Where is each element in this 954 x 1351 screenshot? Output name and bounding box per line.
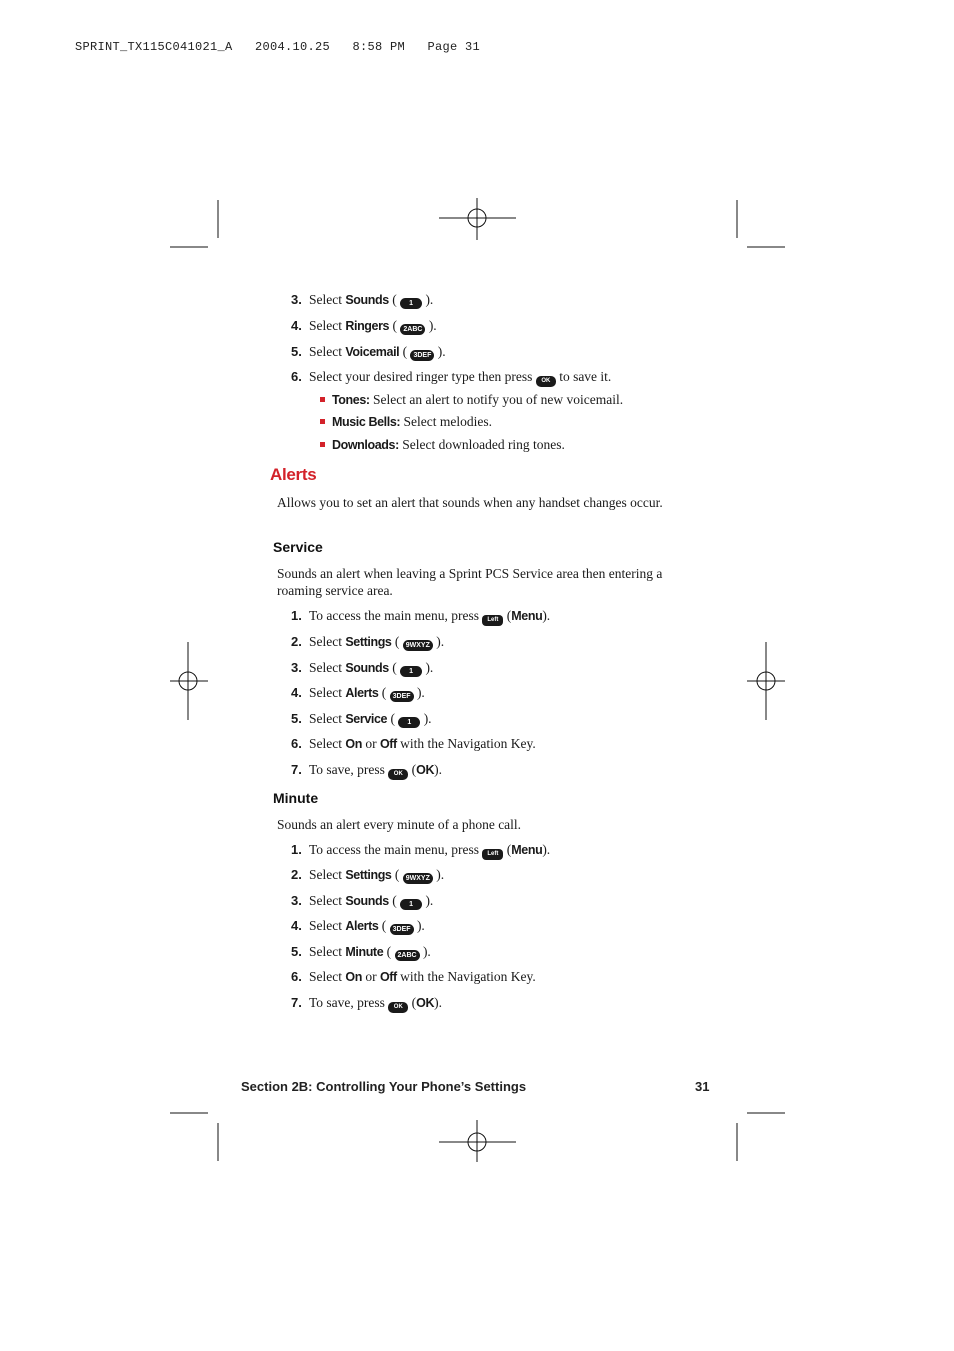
bullet-item: Music Bells: Select melodies. [320,414,492,432]
alerts-heading: Alerts [270,465,317,484]
key-3def-icon: 3DEF [390,924,414,935]
bullet-icon [320,419,325,424]
key-3def-icon: 3DEF [410,350,434,361]
left-softkey-icon: Left [482,615,503,626]
key-1-icon: 1 [400,666,422,677]
key-1-icon: 1 [400,298,422,309]
minute-heading: Minute [273,790,319,806]
key-2abc-icon: 2ABC [400,324,425,335]
bullet-item: Downloads: Select downloaded ring tones. [320,437,565,455]
service-description: Sounds an alert when leaving a Sprint PCS Service area then entering a roaming service area. [277,566,663,598]
footer-section-title: Section 2B: Controlling Your Phone’s Settings [241,1079,527,1094]
minute-description: Sounds an alert every minute of a phone call. [277,817,522,832]
ok-key-icon: OK [388,769,408,780]
key-1-icon: 1 [400,899,422,910]
page-number: 31 [695,1079,710,1094]
key-2abc-icon: 2ABC [395,950,420,961]
bullet-item: Tones: Select an alert to notify you of new voicemail. [320,392,623,410]
key-9wxyz-icon: 9WXYZ [403,873,433,884]
bullet-icon [320,397,325,402]
bullet-icon [320,442,325,447]
key-1-icon: 1 [398,717,420,728]
alerts-description: Allows you to set an alert that sounds when any handset changes occur. [277,495,663,510]
left-softkey-icon: Left [482,849,503,860]
ok-key-icon: OK [536,376,556,387]
key-9wxyz-icon: 9WXYZ [403,640,433,651]
key-3def-icon: 3DEF [390,691,414,702]
ok-key-icon: OK [388,1002,408,1013]
print-header: SPRINT_TX115C041021_A 2004.10.25 8:58 PM Page 31 [75,40,481,54]
service-heading: Service [273,539,323,555]
